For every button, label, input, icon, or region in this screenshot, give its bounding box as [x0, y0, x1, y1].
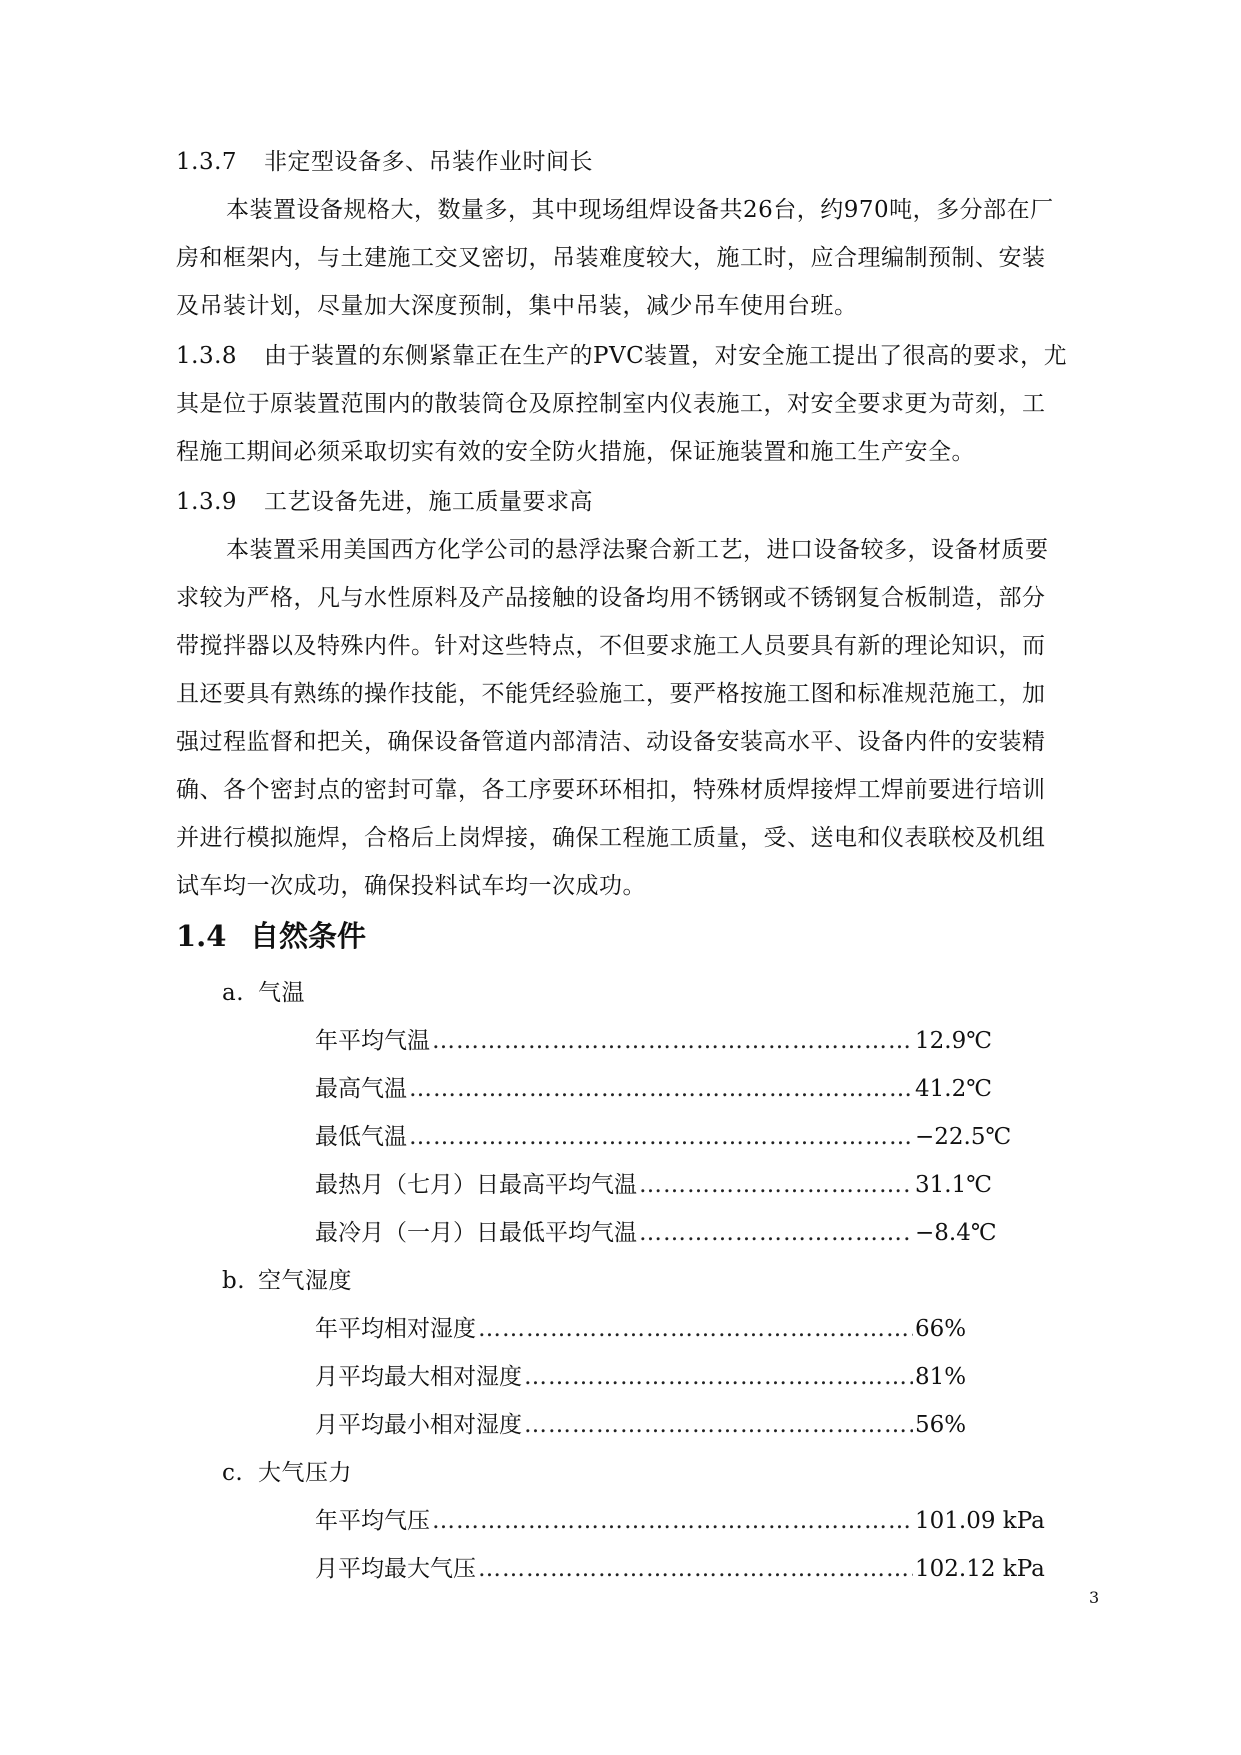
paragraph-line: 房和框架内，与土建施工交叉密切，吊装难度较大，施工时，应合理编制预制、安装	[176, 245, 1046, 271]
row-label: 最高气温	[315, 1076, 407, 1102]
dot-leader	[478, 1554, 913, 1584]
subsection-letter: a.	[222, 980, 245, 1006]
paragraph-line: 带搅拌器以及特殊内件。针对这些特点，不但要求施工人员要具有新的理论知识，而	[176, 633, 1046, 659]
row-value: 12.9℃	[915, 1028, 992, 1054]
row-value: −22.5℃	[915, 1124, 1012, 1150]
subsection-letter: b.	[222, 1268, 246, 1294]
section-number: 1.3.9	[176, 489, 238, 515]
row-label: 年平均气温	[315, 1028, 430, 1054]
section-heading-1-3-7	[176, 147, 593, 177]
paragraph-line: 强过程监督和把关，确保设备管道内部清洁、动设备安装高水平、设备内件的安装精	[176, 729, 1046, 755]
page-number: 3	[1089, 1588, 1100, 1607]
dot-leader	[639, 1218, 913, 1248]
row-value: 81%	[915, 1364, 967, 1390]
section-title: 自然条件	[250, 919, 367, 953]
data-row	[315, 1314, 1035, 1344]
paragraph-line: 并进行模拟施焊，合格后上岗焊接，确保工程施工质量，受、送电和仪表联校及机组	[176, 825, 1046, 851]
data-row	[315, 1506, 1045, 1536]
data-row	[315, 1074, 1035, 1104]
subsection-pressure	[222, 1458, 352, 1488]
paragraph-line: 试车均一次成功，确保投料试车均一次成功。	[176, 873, 646, 899]
data-row	[315, 1170, 1035, 1200]
dot-leader	[639, 1170, 913, 1200]
section-heading-1-3-8	[176, 341, 1067, 371]
paragraph-line: 本装置设备规格大，数量多，其中现场组焊设备共26台，约970吨，多分部在厂	[226, 197, 1054, 223]
subsection-humidity	[222, 1266, 352, 1296]
paragraph-line: 其是位于原装置范围内的散装筒仓及原控制室内仪表施工，对安全要求更为苛刻，工	[176, 391, 1046, 417]
data-row	[315, 1410, 1035, 1440]
paragraph-line: 且还要具有熟练的操作技能，不能凭经验施工，要严格按施工图和标准规范施工，加	[176, 681, 1046, 707]
paragraph-line: 确、各个密封点的密封可靠，各工序要环环相扣，特殊材质焊接焊工焊前要进行培训	[176, 777, 1046, 803]
row-value: 102.12 kPa	[915, 1556, 1045, 1582]
section-title: 非定型设备多、吊装作业时间长	[264, 149, 593, 175]
paragraph-line: 由于装置的东侧紧靠正在生产的PVC装置，对安全施工提出了很高的要求，尤	[264, 343, 1068, 369]
section-heading-1-4	[176, 918, 366, 954]
paragraph-line: 求较为严格，凡与水性原料及产品接触的设备均用不锈钢或不锈钢复合板制造，部分	[176, 585, 1046, 611]
row-value: 66%	[915, 1316, 967, 1342]
row-label: 最低气温	[315, 1124, 407, 1150]
dot-leader	[432, 1506, 913, 1536]
section-number: 1.3.8	[176, 343, 238, 369]
paragraph-line: 及吊装计划，尽量加大深度预制，集中吊装，减少吊车使用台班。	[176, 293, 858, 319]
row-label: 年平均相对湿度	[315, 1316, 476, 1342]
row-label: 年平均气压	[315, 1508, 430, 1534]
subsection-temperature	[222, 978, 305, 1008]
subsection-title: 气温	[258, 980, 305, 1006]
row-value: 101.09 kPa	[915, 1508, 1045, 1534]
row-label: 月平均最大相对湿度	[315, 1364, 522, 1390]
data-row	[315, 1122, 1035, 1152]
row-label: 月平均最大气压	[315, 1556, 476, 1582]
row-label: 最冷月（一月）日最低平均气温	[315, 1220, 637, 1246]
section-title: 工艺设备先进，施工质量要求高	[264, 489, 593, 515]
row-label: 月平均最小相对湿度	[315, 1412, 522, 1438]
paragraph-line: 本装置采用美国西方化学公司的悬浮法聚合新工艺，进口设备较多，设备材质要	[226, 537, 1049, 563]
data-row	[315, 1554, 1045, 1584]
dot-leader	[524, 1410, 913, 1440]
data-row	[315, 1026, 1035, 1056]
dot-leader	[409, 1074, 913, 1104]
row-value: 41.2℃	[915, 1076, 992, 1102]
row-value: −8.4℃	[915, 1220, 997, 1246]
section-heading-1-3-9	[176, 487, 593, 517]
section-number: 1.4	[176, 919, 227, 953]
paragraph-line: 程施工期间必须采取切实有效的安全防火措施，保证施装置和施工生产安全。	[176, 439, 975, 465]
data-row	[315, 1218, 1035, 1248]
dot-leader	[524, 1362, 913, 1392]
subsection-title: 空气湿度	[258, 1268, 352, 1294]
section-number: 1.3.7	[176, 149, 238, 175]
dot-leader	[409, 1122, 913, 1152]
subsection-title: 大气压力	[258, 1460, 352, 1486]
row-label: 最热月（七月）日最高平均气温	[315, 1172, 637, 1198]
dot-leader	[478, 1314, 913, 1344]
row-value: 56%	[915, 1412, 967, 1438]
subsection-letter: c.	[222, 1460, 244, 1486]
row-value: 31.1℃	[915, 1172, 992, 1198]
dot-leader	[432, 1026, 913, 1056]
data-row	[315, 1362, 1035, 1392]
